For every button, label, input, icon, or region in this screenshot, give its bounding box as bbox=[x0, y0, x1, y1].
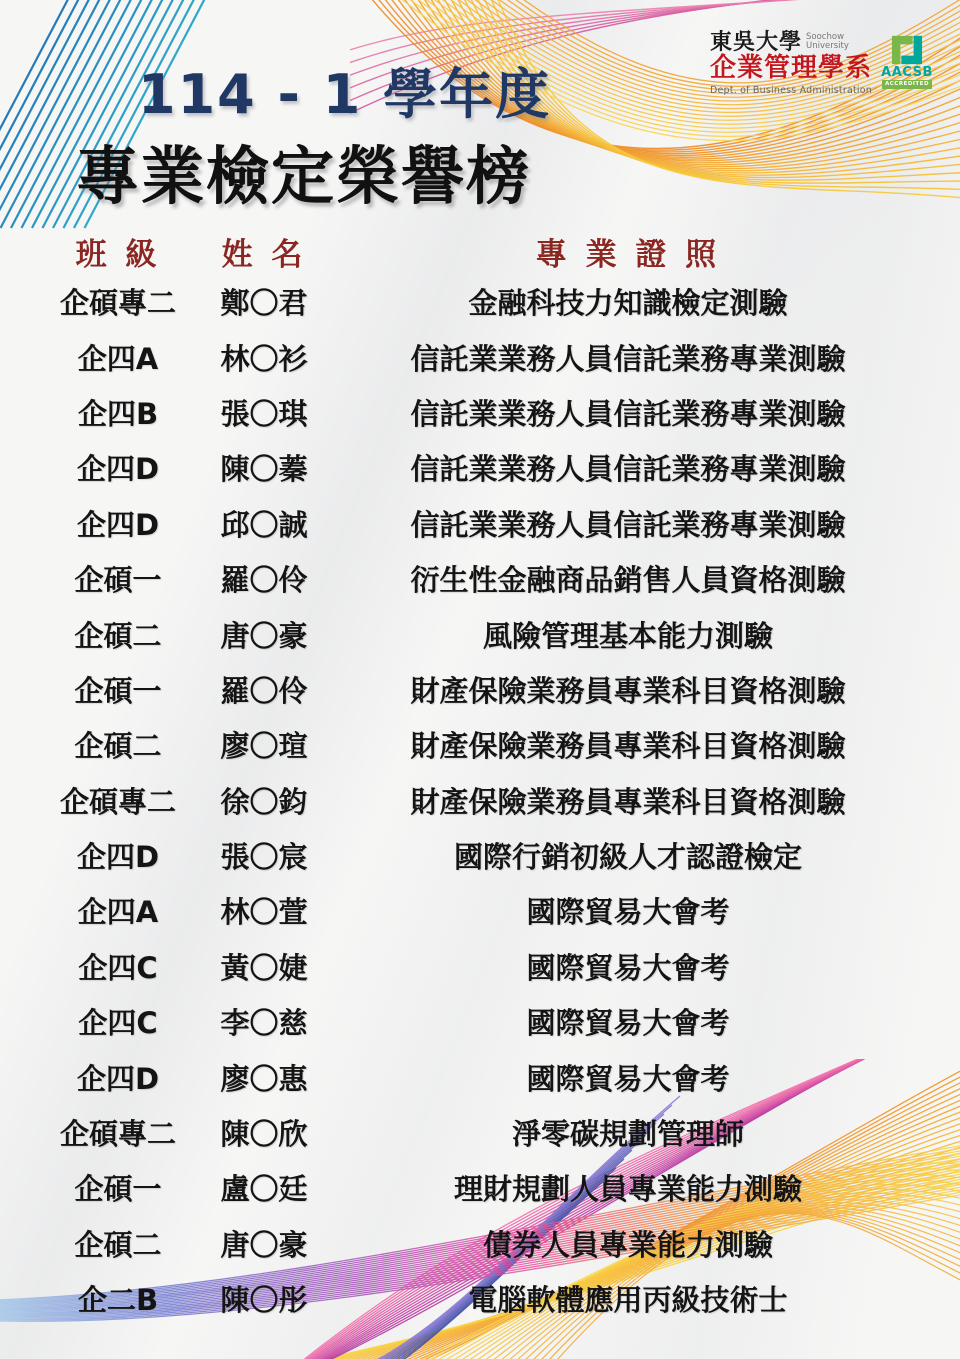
name-cell: 羅〇伶 bbox=[220, 563, 308, 598]
table-row bbox=[0, 329, 960, 384]
class-cell: 企碩專二 bbox=[59, 286, 176, 321]
aacsb-accredited-label: ACCREDITED bbox=[882, 80, 932, 89]
class-cell: 企四D bbox=[76, 507, 160, 542]
certificate-cell: 金融科技力知識檢定測驗 bbox=[468, 286, 788, 321]
certificate-cell: 國際行銷初級人才認證檢定 bbox=[453, 840, 802, 875]
honor-table-body bbox=[0, 274, 960, 1326]
name-cell: 廖〇惠 bbox=[220, 1061, 308, 1096]
class-cell: 企四C bbox=[78, 950, 158, 985]
table-row bbox=[0, 717, 960, 772]
class-cell: 企碩二 bbox=[74, 618, 162, 653]
table-header-row bbox=[0, 228, 960, 274]
class-cell: 企碩二 bbox=[74, 729, 162, 764]
certificate-cell: 風險管理基本能力測驗 bbox=[482, 618, 773, 653]
certificate-cell: 信託業業務人員信託業務專業測驗 bbox=[410, 452, 846, 487]
class-cell: 企四D bbox=[76, 1061, 160, 1096]
table-row bbox=[0, 1216, 960, 1271]
class-cell: 企碩二 bbox=[74, 1227, 162, 1262]
department-name-zh: 企業管理學系 bbox=[710, 53, 873, 83]
certificate-cell: 財產保險業務員專業科目資格測驗 bbox=[410, 729, 846, 764]
class-cell: 企碩一 bbox=[74, 563, 162, 598]
certificate-cell: 理財規劃人員專業能力測驗 bbox=[453, 1172, 802, 1207]
certificate-cell: 國際貿易大會考 bbox=[526, 950, 730, 985]
column-header-name: 姓 名 bbox=[221, 236, 307, 273]
table-row bbox=[0, 440, 960, 495]
column-header-class: 班 級 bbox=[75, 236, 161, 273]
table-row bbox=[0, 385, 960, 440]
certificate-cell: 衍生性金融商品銷售人員資格測驗 bbox=[410, 563, 846, 598]
table-row bbox=[0, 994, 960, 1049]
class-cell: 企四C bbox=[78, 1006, 158, 1041]
name-cell: 唐〇豪 bbox=[220, 618, 308, 653]
name-cell: 張〇宸 bbox=[220, 840, 308, 875]
class-cell: 企四B bbox=[77, 396, 159, 431]
aacsb-label: AACSB bbox=[881, 65, 933, 80]
certificate-cell: 國際貿易大會考 bbox=[526, 895, 730, 930]
name-cell: 陳〇蓁 bbox=[220, 452, 308, 487]
name-cell: 徐〇鈞 bbox=[220, 784, 308, 819]
certificate-cell: 信託業業務人員信託業務專業測驗 bbox=[410, 396, 846, 431]
class-cell: 企四A bbox=[77, 895, 159, 930]
column-header-certificate: 專 業 證 照 bbox=[535, 236, 721, 273]
certificate-cell: 財產保險業務員專業科目資格測驗 bbox=[410, 784, 846, 819]
certificate-cell: 財產保險業務員專業科目資格測驗 bbox=[410, 673, 846, 708]
certificate-cell: 債券人員專業能力測驗 bbox=[482, 1227, 773, 1262]
department-name-en: Dept. of Business Administration bbox=[710, 84, 872, 96]
certificate-cell: 電腦軟體應用丙級技術士 bbox=[468, 1283, 788, 1318]
university-name-zh: 東吳大學 bbox=[710, 30, 803, 55]
page-title: 專業檢定榮譽榜 bbox=[76, 140, 531, 213]
class-cell: 企碩專二 bbox=[59, 784, 176, 819]
class-cell: 企碩一 bbox=[74, 1172, 162, 1207]
university-logo-text bbox=[710, 32, 872, 96]
aacsb-accreditation-badge bbox=[878, 34, 936, 89]
table-row bbox=[0, 1049, 960, 1104]
class-cell: 企四D bbox=[76, 452, 160, 487]
university-name-en: Soochow University bbox=[806, 32, 849, 52]
name-cell: 邱〇誠 bbox=[220, 507, 308, 542]
certificate-cell: 淨零碳規劃管理師 bbox=[511, 1117, 744, 1152]
name-cell: 盧〇廷 bbox=[220, 1172, 308, 1207]
certificate-cell: 國際貿易大會考 bbox=[526, 1006, 730, 1041]
table-row bbox=[0, 939, 960, 994]
certificate-cell: 國際貿易大會考 bbox=[526, 1061, 730, 1096]
name-cell: 羅〇伶 bbox=[220, 673, 308, 708]
class-cell: 企四A bbox=[77, 341, 159, 376]
name-cell: 唐〇豪 bbox=[220, 1227, 308, 1262]
name-cell: 林〇衫 bbox=[220, 341, 308, 376]
class-cell: 企四D bbox=[76, 840, 160, 875]
table-row bbox=[0, 773, 960, 828]
table-row bbox=[0, 662, 960, 717]
name-cell: 林〇萱 bbox=[220, 895, 308, 930]
name-cell: 鄭〇君 bbox=[220, 286, 308, 321]
aacsb-icon bbox=[890, 34, 924, 66]
certificate-cell: 信託業業務人員信託業務專業測驗 bbox=[410, 507, 846, 542]
table-row bbox=[0, 1271, 960, 1326]
class-cell: 企碩專二 bbox=[59, 1117, 176, 1152]
university-logo bbox=[710, 32, 936, 96]
honor-table bbox=[0, 228, 960, 1326]
table-row bbox=[0, 606, 960, 661]
name-cell: 廖〇瑄 bbox=[220, 729, 308, 764]
name-cell: 陳〇欣 bbox=[220, 1117, 308, 1152]
table-row bbox=[0, 274, 960, 329]
table-row bbox=[0, 828, 960, 883]
class-cell: 企碩一 bbox=[74, 673, 162, 708]
table-row bbox=[0, 1105, 960, 1160]
table-row bbox=[0, 551, 960, 606]
table-row bbox=[0, 496, 960, 551]
name-cell: 陳〇彤 bbox=[220, 1283, 308, 1318]
year-title: 114 - 1 學年度 bbox=[138, 63, 552, 126]
certificate-cell: 信託業業務人員信託業務專業測驗 bbox=[410, 341, 846, 376]
name-cell: 張〇琪 bbox=[220, 396, 308, 431]
table-row bbox=[0, 883, 960, 938]
name-cell: 李〇慈 bbox=[220, 1006, 308, 1041]
class-cell: 企二B bbox=[77, 1283, 159, 1318]
name-cell: 黃〇婕 bbox=[220, 950, 308, 985]
table-row bbox=[0, 1160, 960, 1215]
